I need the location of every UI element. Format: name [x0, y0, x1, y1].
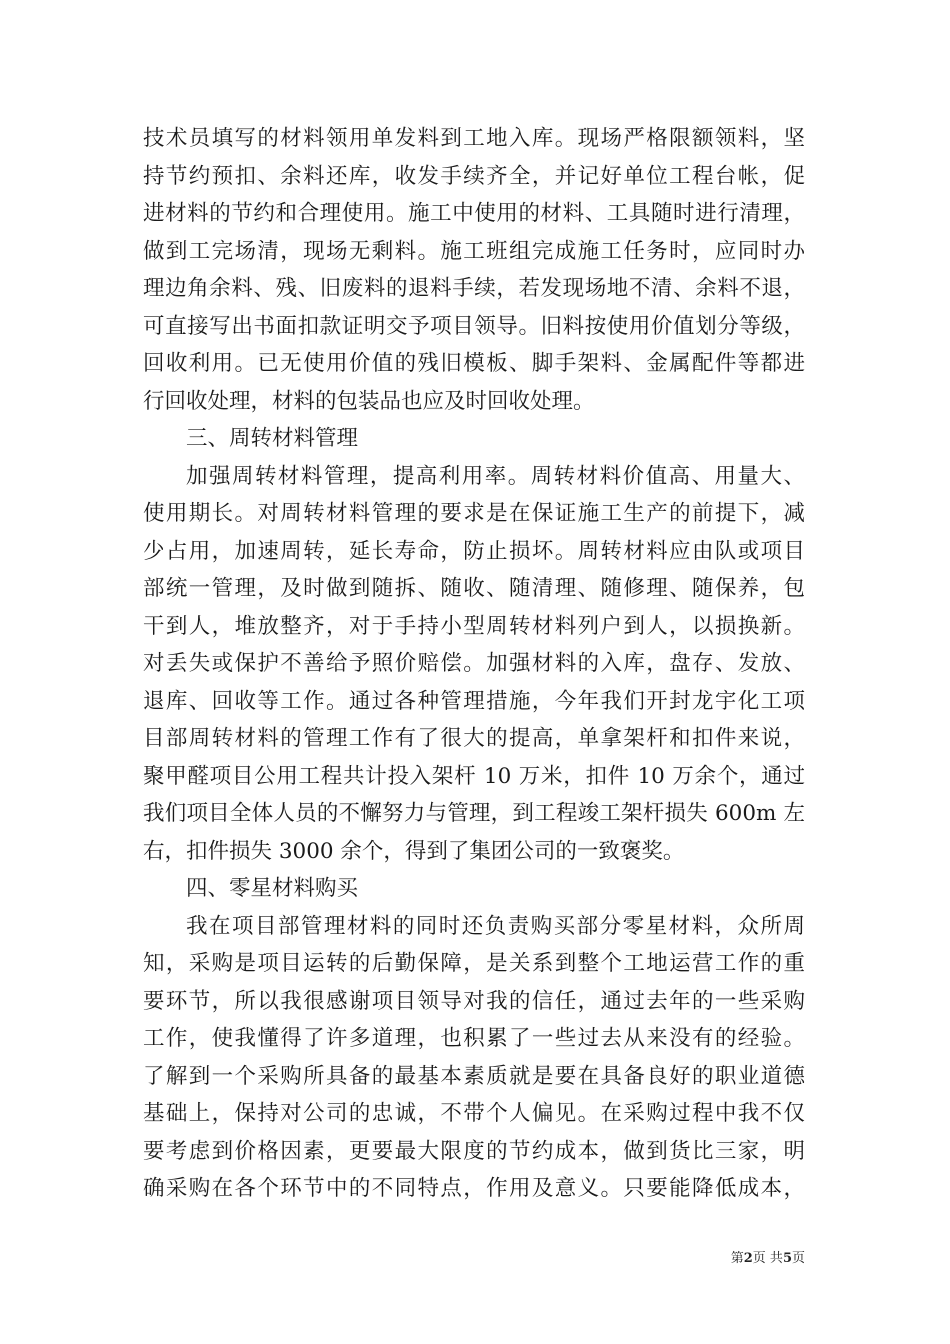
text-line: 退库、回收等工作。通过各种管理措施，今年我们开封龙宇化工项	[143, 688, 805, 714]
text-line: 我在项目部管理材料的同时还负责购买部分零星材料，众所周	[186, 913, 805, 939]
text-line: 部统一管理，及时做到随拆、随收、随清理、随修理、随保养，包	[143, 576, 805, 601]
text-line: 干到人，堆放整齐，对于手持小型周转材料列户到人，以损换新。	[143, 613, 805, 639]
text-line: 基础上，保持对公司的忠诚，不带个人偏见。在采购过程中我不仅	[143, 1101, 805, 1126]
page-footer	[700, 1247, 805, 1266]
text-line: 要考虑到价格因素，更要最大限度的节约成本，做到货比三家，明	[143, 1138, 805, 1164]
text-line: 我们项目全体人员的不懈努力与管理，到工程竣工架杆损失 600m 左	[143, 801, 805, 826]
text-line: 要环节，所以我很感谢项目领导对我的信任，通过去年的一些采购	[143, 988, 805, 1014]
section-heading: 三、周转材料管理	[186, 426, 359, 451]
text-line: 理边角余料、残、旧废料的退料手续，若发现场地不清、余料不退，	[143, 276, 805, 301]
footer-middle: 页 共	[752, 1251, 783, 1266]
text-line: 右，扣件损失 3000 余个，得到了集团公司的一致褒奖。	[143, 838, 685, 864]
section-heading: 四、零星材料购买	[186, 876, 359, 901]
text-line: 行回收处理，材料的包装品也应及时回收处理。	[143, 388, 595, 414]
text-line: 确采购在各个环节中的不同特点，作用及意义。只要能降低成本，	[143, 1176, 805, 1201]
text-line: 少占用，加速周转，延长寿命，防止损坏。周转材料应由队或项目	[143, 538, 805, 564]
text-line: 目部周转材料的管理工作有了很大的提高，单拿架杆和扣件来说，	[143, 726, 805, 751]
text-line: 技术员填写的材料领用单发料到工地入库。现场严格限额领料，坚	[143, 126, 805, 151]
current-page-number: 2	[743, 1251, 753, 1266]
text-line: 做到工完场清，现场无剩料。施工班组完成施工任务时，应同时办	[143, 238, 805, 264]
text-line: 聚甲醛项目公用工程共计投入架杆 10 万米，扣件 10 万余个，通过	[143, 763, 805, 789]
text-line: 知，采购是项目运转的后勤保障，是关系到整个工地运营工作的重	[143, 951, 805, 976]
text-line: 对丢失或保护不善给予照价赔偿。加强材料的入库，盘存、发放、	[143, 651, 805, 676]
text-line: 持节约预扣、余料还库，收发手续齐全，并记好单位工程台帐，促	[143, 163, 805, 189]
text-line: 加强周转材料管理，提高利用率。周转材料价值高、用量大、	[186, 463, 805, 489]
text-line: 工作，使我懂得了许多道理，也积累了一些过去从来没有的经验。	[143, 1026, 805, 1051]
footer-suffix: 页	[791, 1251, 805, 1266]
document-body	[143, 120, 805, 1208]
text-line: 可直接写出书面扣款证明交予项目领导。旧料按使用价值划分等级，	[143, 313, 805, 339]
footer-prefix: 第	[730, 1251, 744, 1266]
text-line: 了解到一个采购所具备的最基本素质就是要在具备良好的职业道德	[143, 1063, 805, 1089]
text-line: 回收利用。已无使用价值的残旧模板、脚手架料、金属配件等都进	[143, 351, 805, 376]
total-pages-number: 5	[782, 1251, 792, 1266]
text-line: 使用期长。对周转材料管理的要求是在保证施工生产的前提下，减	[143, 501, 805, 526]
text-line: 进材料的节约和合理使用。施工中使用的材料、工具随时进行清理，	[143, 201, 805, 226]
